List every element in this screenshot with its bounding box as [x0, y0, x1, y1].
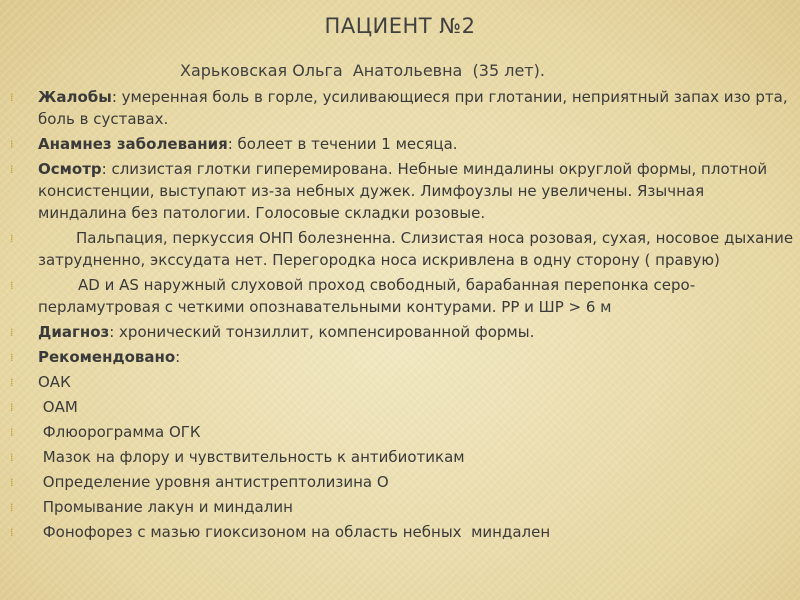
list-item-examination — [10, 158, 795, 224]
bullet-icon: ⁞ — [10, 376, 14, 389]
item-text: Мазок на флору и чувствительность к антибиотикам — [38, 448, 465, 466]
item-text: : — [175, 348, 181, 366]
item-text: Пальпация, перкуссия ОНП болезненна. Слизистая носа розовая, сухая, носовое дыхание затрудненно, экссудата нет. Перегородка носа искривлена в одну сторону ( правую) — [38, 229, 794, 269]
list-item-aso — [10, 471, 795, 493]
item-text: ОАМ — [38, 398, 78, 416]
bullet-icon: ⁞ — [10, 232, 14, 245]
list-item-smear — [10, 446, 795, 468]
patient-name: Харьковская Ольга Анатольевна (35 лет). — [180, 61, 545, 80]
list-item-ears — [10, 274, 795, 318]
item-text: Фонофорез с мазью гиоксизоном на область небных миндален — [38, 523, 551, 541]
item-text: Промывание лакун и миндалин — [38, 498, 293, 516]
bullet-icon: ⁞ — [10, 279, 14, 292]
bullet-icon: ⁞ — [10, 451, 14, 464]
item-text: Флюорограмма ОГК — [38, 423, 201, 441]
list-item-lavage — [10, 496, 795, 518]
list-item-oak — [10, 371, 795, 393]
bullet-icon: ⁞ — [10, 326, 14, 339]
content-list — [10, 86, 795, 546]
bullet-icon: ⁞ — [10, 526, 14, 539]
list-item-oam — [10, 396, 795, 418]
list-item-complaints — [10, 86, 795, 130]
item-text: : хронический тонзиллит, компенсированной формы. — [109, 323, 535, 341]
slide-title: ПАЦИЕНТ №2 — [324, 14, 476, 38]
bullet-icon: ⁞ — [10, 501, 14, 514]
item-label: Осмотр — [38, 160, 102, 178]
list-item-anamnesis — [10, 133, 795, 155]
item-label: Диагноз — [38, 323, 110, 341]
item-label: Жалобы — [38, 88, 112, 106]
bullet-icon: ⁞ — [10, 91, 14, 104]
item-text: : болеет в течении 1 месяца. — [227, 135, 458, 153]
item-text: : умеренная боль в горле, усиливающиеся при глотании, неприятный запах изо рта, боль в суставах. — [38, 88, 788, 128]
item-label: Анамнез заболевания — [38, 135, 228, 153]
bullet-icon: ⁞ — [10, 401, 14, 414]
item-text: AD и AS наружный слуховой проход свободный, барабанная перепонка серо-перламутровая с четкими опознавательными контурами. РР и ШР > 6 м — [38, 276, 696, 316]
bullet-icon: ⁞ — [10, 351, 14, 364]
item-text: ОАК — [38, 373, 71, 391]
bullet-icon: ⁞ — [10, 426, 14, 439]
list-item-palpation — [10, 227, 795, 271]
bullet-icon: ⁞ — [10, 138, 14, 151]
list-item-diagnosis — [10, 321, 795, 343]
item-text: : слизистая глотки гиперемирована. Небные миндалины округлой формы, плотной консистенции, выступают из-за небных дужек. Лимфоузлы не увеличены. Язычная миндалина без патологии. Голосовые складки розовые. — [38, 160, 768, 222]
bullet-icon: ⁞ — [10, 163, 14, 176]
list-item-phonophoresis — [10, 521, 795, 543]
list-item-fluorography — [10, 421, 795, 443]
item-label: Рекомендовано — [38, 348, 176, 366]
bullet-icon: ⁞ — [10, 476, 14, 489]
item-text: Определение уровня антистрептолизина О — [38, 473, 389, 491]
list-item-recommended — [10, 346, 795, 368]
